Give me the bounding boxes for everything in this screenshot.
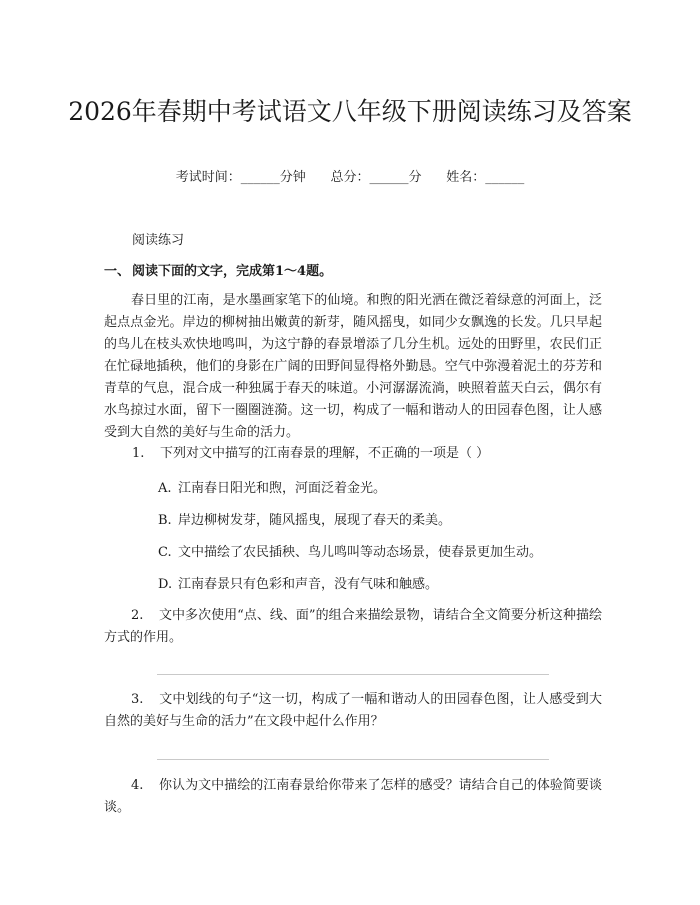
- option-text: 江南春日阳光和煦，河面泛着金光。: [178, 481, 387, 496]
- option-label: B.: [158, 513, 172, 528]
- option-label: C.: [158, 545, 172, 560]
- question-text: 文中划线的句子“这一切，构成了一幅和谐动人的田园春色图，让人感受到大自然的美好与生命的活力”在文段中起什么作用？: [104, 692, 602, 729]
- reading-passage: 春日里的江南，是水墨画家笔下的仙境。和煦的阳光洒在微泛着绿意的河面上，泛起点点金光。岸边的柳树抽出嫩黄的新芽，随风摇曳，如同少女飘逸的长发。几只早起的鸟儿在枝头欢快地鸣叫，为这宁静的春景增添了几分生机。远处的田野里，农民们正在忙碌地插秧，他们的身影在广阔的田野间显得格外勤恳。空气中弥漫着泥土的芬芳和青草的气息，混合成一种独属于春天的味道。小河潺潺流淌，映照着蓝天白云，偶尔有水鸟掠过水面，留下一圈圈涟漪。这一切，构成了一幅和谐动人的田园春色图，让人感受到大自然的美好与生命的活力。: [104, 293, 602, 440]
- question-number: 3.: [131, 692, 144, 707]
- option-text: 江南春景只有色彩和声音，没有气味和触感。: [178, 577, 439, 592]
- answer-line-2[interactable]: [157, 674, 549, 675]
- question-number: 1.: [132, 446, 145, 461]
- option-label: D.: [158, 577, 173, 592]
- document-title: 2026年春期中考试语文八年级下册阅读练习及答案: [68, 96, 632, 126]
- option-d[interactable]: [158, 574, 602, 596]
- part-heading-text: 阅读下面的文字，完成第1～4题。: [132, 264, 333, 279]
- question-text: 下列对文中描写的江南春景的理解，不正确的一项是（ ）: [160, 446, 490, 461]
- part-heading: [104, 262, 332, 282]
- question-text: 文中多次使用“点、线、面”的组合来描绘景物，请结合全文简要分析这种描绘方式的作用。: [104, 608, 602, 645]
- part-number: 一、: [104, 264, 131, 279]
- option-a[interactable]: [158, 478, 602, 500]
- option-text: 文中描绘了农民插秧、鸟儿鸣叫等动态场景，使春景更加生动。: [178, 545, 543, 560]
- option-label: A.: [158, 481, 172, 496]
- option-c[interactable]: [158, 542, 602, 564]
- answer-line-3[interactable]: [157, 759, 549, 760]
- question-2: [104, 605, 602, 649]
- question-text: 你认为文中描绘的江南春景给你带来了怎样的感受？请结合自己的体验简要谈谈。: [104, 778, 602, 815]
- question-number: 4.: [131, 778, 144, 793]
- option-b[interactable]: [158, 510, 602, 532]
- exam-info-line: 考试时间：______分钟 总分：______分 姓名：______: [175, 170, 525, 185]
- section-label: 阅读练习: [132, 233, 185, 248]
- option-text: 岸边柳树发芽，随风摇曳，展现了春天的柔美。: [178, 513, 452, 528]
- question-1: [132, 443, 602, 465]
- question-number: 2.: [131, 608, 144, 623]
- question-4: [104, 775, 602, 819]
- question-3: [104, 689, 602, 733]
